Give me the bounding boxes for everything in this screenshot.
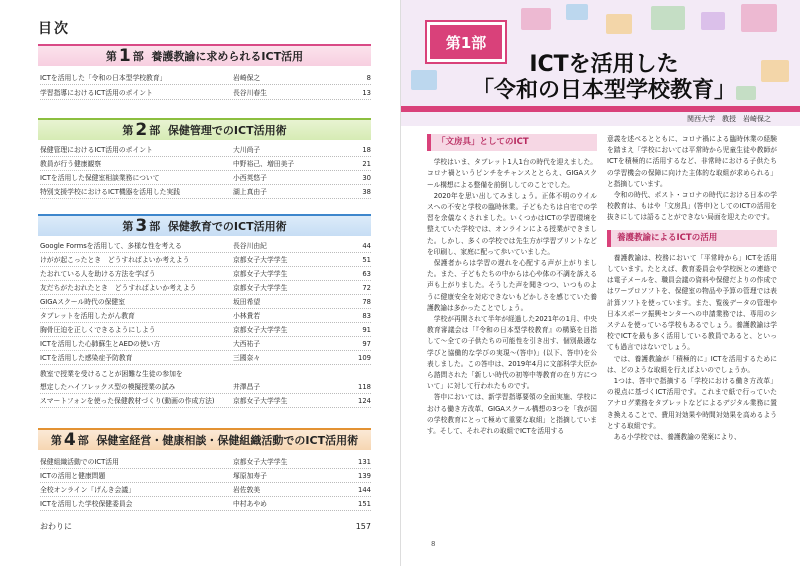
part-title: 養護教諭に求められるICT活用 [151,50,304,63]
entry-page: 51 [362,256,371,264]
decorative-tile [701,12,725,30]
entry-author: 長谷川春生 [233,89,267,97]
entry-page: 38 [362,188,371,196]
paragraph: 答申においては、新学習指導要領の全面実施、学校における働き方改革、GIGAスクール構想の3つを「我が国の学校教育にとって極めて重要な取組」と指摘しています。そして、それぞれの取組でICTを活用する [427,393,597,436]
entry-page: 118 [358,383,371,391]
decorative-tile [411,70,437,90]
entry-title: ICTを活用した保健室相談業務について [40,174,160,182]
entry-title: タブレットを活用したがん教育 [40,312,135,320]
entry-title: 友だちがたおれたとき どうすればよいか考えよう [40,284,197,292]
entry-author: 中野裕己、増田美子 [233,160,295,168]
section-heading: 「文房具」としてのICT [427,134,597,151]
part-1-header [38,44,371,66]
entry-author: 小西英悠子 [233,174,267,182]
paragraph: 2020年を思い出してみましょう。正体不明のウイルスへの不安と学校の臨時休業。子どもたちは自宅での学習を余儀なくされました。いくつかはICTの学習環境を整えていた学校では、オンラインによる授業ができました。しかし、多くの学校では先生方が学習プリントなどを印刷し、家庭に配って歩いていました。 [427,191,597,256]
entry-title: Google Formsを活用して、多様な性を考える [40,242,182,250]
entry-page: 78 [362,298,371,306]
entry-title: 学習指導におけるICT活用のポイント [40,89,153,97]
paragraph: 学校が再開されて半年が経過した2021年の1月、中央教育審議会は「『令和の日本型学校教育』の構築を目指して～全ての子供たちの可能性を引き出す、個別最適な学びと協働的な学びの実現～(答申)」(以下、答申)を公表しました。この答申は、2019年4月に文部科学大臣から諮問された「新しい時代の初等中等教育の在り方について」に対して行われたものです。 [427,315,597,391]
entry-page: 91 [362,326,371,334]
decorative-tile [521,8,551,30]
part-4-header [38,428,371,450]
decorative-tile [741,4,777,32]
entry-title: 胸骨圧迫を正しくできるようにしよう [40,326,156,334]
entry-page: 131 [358,458,371,466]
article-author: 関西大学 教授 岩崎保之 [687,115,771,123]
paragraph: 1つは、答申で指摘する「学校における働き方改革」の視点に基づくICT活用です。これまで紙で行っていたアナログ業務をタブレットなどによるデジタル業務に置き換えることで、費用対効果や時間対効果を高めるようとする取組です。 [607,377,777,430]
decorative-tile [761,60,789,82]
toc-entry[interactable] [40,395,371,408]
entry-page: 124 [358,397,371,405]
decorative-tile [566,4,588,20]
toc-entry[interactable] [40,254,371,267]
entry-page: 97 [362,340,371,348]
entry-page: 30 [362,174,371,182]
entry-author: 京都女子大学学生 [233,326,288,334]
entry-title: スマートフォンを使った保健教材づくり(動画の作成方法) [40,397,215,405]
entry-title: ICTを活用した学校保健委員会 [40,500,133,508]
paragraph: 養護教諭は、校務において「平常時から」ICTを活用しています。たとえば、教育委員会や学校医との連絡では電子メールを、職員会議の資料や保健だよりの作成ではワープロソフトを、保健室の物品や予算の管理では表計算ソフトを使っています。また、覧後データの管理や日本スポーツ振興センターへの申請業務では、専用のシステムを使っている学校もあるでしょう。養護教諭は学校でICTを最も多く活用している教員であると、といっても過言ではないでしょう。 [607,253,777,352]
page-number: 8 [431,540,436,548]
entry-author: 岩崎保之 [233,74,261,82]
closing-page: 157 [355,522,371,531]
entry-page: 13 [362,89,371,97]
paragraph: 意義を述べるとともに、コロナ禍による臨時休業の経験を踏まえ「学校においては平常時から児童生徒や教師がICTを積極的に活用するなど、非常時における子供たちの学習機会の保障に向けた主体的な取組が求められる」と指摘しています。 [607,135,777,188]
article-title-line2: 「令和の日本型学校教育」 [471,78,736,103]
toc-entry[interactable] [40,186,371,199]
entry-page: 139 [358,472,371,480]
part-suffix: 部 [149,124,161,137]
entry-page: 8 [366,74,371,82]
title-band [401,106,800,112]
entry-page: 151 [358,500,371,508]
entry-page: 72 [362,284,371,292]
toc-entry[interactable] [40,296,371,309]
entry-page: 21 [362,160,371,168]
part-number: 1 [118,46,131,66]
entry-author: 大川尚子 [233,146,261,154]
part-prefix: 第 [50,434,62,447]
entry-title: けがが起こったとき どうすればよいか考えよう [40,256,190,264]
part-suffix: 部 [149,220,161,233]
entry-title: たおれている人を助ける方法を学ぼう [40,270,156,278]
entry-title: ICTを活用した感染症予防教育 [40,354,133,362]
decorative-tile [606,14,632,34]
toc-entry[interactable] [40,352,371,365]
entry-title: GIGAスクール時代の保健室 [40,298,126,306]
toc-entry[interactable] [40,484,371,497]
entry-page: 83 [362,312,371,320]
toc-entry[interactable] [40,338,371,351]
article-column-2 [607,134,777,544]
entry-author: 大西祐子 [233,340,261,348]
toc-closing[interactable] [40,520,371,534]
toc-entry[interactable] [40,456,371,469]
toc-entry[interactable] [40,470,371,483]
part-prefix: 第 [105,50,117,63]
toc-entry[interactable] [40,324,371,337]
toc-entry[interactable] [40,268,371,281]
article-page [400,0,800,566]
toc-entry[interactable] [40,310,371,323]
article-column-1 [427,134,597,544]
paragraph: 学校はいま、タブレット1人1台の時代を迎えました。コロナ禍というピンチをチャンスととらえ、GIGAスクール構想による整備を前倒ししてのことでした。 [427,158,597,189]
toc-entry[interactable] [40,240,371,253]
entry-author: 京都女子大学学生 [233,458,288,466]
paragraph: 令和の時代、ポスト・コロナの時代における日本の学校教育は、もはや「文房具」(答申)としてのICTの活用を抜きにしては語ることができない局面を迎えたのです。 [607,191,777,222]
entry-title: ICTを活用した心肺蘇生とAEDの使い方 [40,340,161,348]
part-title: 保健教育でのICT活用術 [167,220,287,233]
title-banner [401,0,800,126]
entry-title: ICTの活用と健康問題 [40,472,106,480]
entry-title: ICTを活用した「令和の日本型学校教育」 [40,74,167,82]
part-number: 3 [135,216,148,236]
entry-page: 109 [358,354,371,362]
part-3-header [38,214,371,236]
entry-author: 京都女子大学学生 [233,284,288,292]
part-title: 保健管理でのICT活用術 [167,124,287,137]
entry-author: 京都女子大学学生 [233,397,288,405]
toc-entry[interactable] [40,282,371,295]
entry-title: 教室で授業を受けることが困難な生徒の参加を [40,370,183,378]
entry-author: 小林貴若 [233,312,261,320]
entry-author: 坂田希望 [233,298,261,306]
part-number: 2 [135,120,148,140]
entry-title: 想定したハイフレックス型の模擬授業の試み [40,383,176,391]
toc-entry[interactable] [40,87,371,100]
entry-page: 144 [358,486,371,494]
entry-author: 湖上真由子 [233,188,267,196]
entry-author: 三國奈々 [233,354,261,362]
entry-author: 京都女子大学学生 [233,256,288,264]
section-heading: 養護教諭によるICTの活用 [607,230,777,247]
entry-page: 63 [362,270,371,278]
entry-author: 井澤昌子 [233,383,261,391]
toc-entry[interactable] [40,368,371,380]
entry-title: 全校オンライン「げんき会議」 [40,486,135,494]
entry-page: 18 [362,146,371,154]
part-badge: 第1部 [427,22,505,62]
part-title: 保健室経営・健康相談・保健組織活動でのICT活用術 [96,434,359,447]
toc-entry[interactable] [40,172,371,185]
part-prefix: 第 [122,220,134,233]
entry-author: 京都女子大学学生 [233,270,288,278]
toc-entry[interactable] [40,498,371,511]
paragraph: ある小学校では、養護教諭の発案により、 [613,433,741,442]
decorative-tile [651,6,685,30]
entry-author: 中村あやめ [233,500,267,508]
toc-title: 目次 [38,21,70,37]
paragraph: 保護者からは学習の遅れを心配する声が上がりました。また、子どもたちの中からは心や体の不調を訴える声も上がりました。そうした声を聞きつつ、いつものように健康安全を対応できないもどかしさを感じていた養護教諭は多かったことでしょう。 [427,259,597,312]
part-2-header [38,118,371,140]
toc-entry[interactable] [40,381,371,394]
entry-page: 44 [362,242,371,250]
entry-title: 保健組織活動でのICT活用 [40,458,119,466]
paragraph: では、養護教諭が「積極的に」ICTを活用するためには、どのような取組を行えばよいのでしょうか。 [607,354,777,374]
toc-entry[interactable] [40,144,371,157]
part-prefix: 第 [122,124,134,137]
entry-title: 特別支援学校におけるICT機器を活用した実践 [40,188,181,196]
entry-title: 保健管理におけるICT活用のポイント [40,146,153,154]
part-suffix: 部 [132,50,144,63]
part-suffix: 部 [77,434,89,447]
toc-entry[interactable] [40,158,371,171]
toc-entry[interactable] [40,72,371,85]
entry-author: 塚原加寿子 [233,472,267,480]
article-title-line1: ICTを活用した [529,52,679,77]
entry-author: 岩佐敦美 [233,486,261,494]
entry-title: 教員が行う健康観察 [40,160,102,168]
part-number: 4 [63,430,76,450]
entry-author: 長谷川由紀 [233,242,267,250]
closing-title: おわりに [40,522,72,531]
